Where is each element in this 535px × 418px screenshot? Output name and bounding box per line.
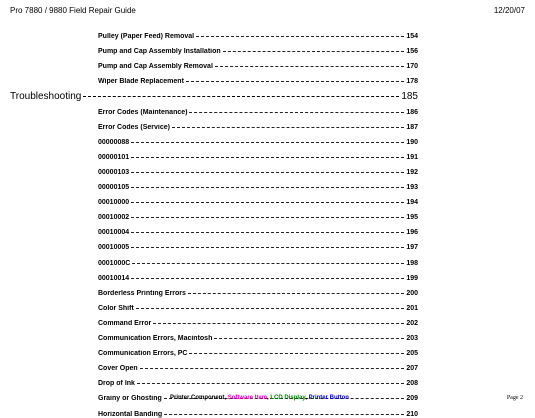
toc-leader-dots [214,338,404,339]
toc-entry-title: 00000103 [98,168,130,176]
legend-item: Software Item [227,395,268,401]
document-title: Pro 7880 / 9880 Field Repair Guide [10,6,136,15]
toc-entry-link[interactable] [98,365,418,372]
toc-entry-title: 00000101 [98,153,130,161]
toc-entry-title: Pump and Cap Assembly Removal [98,63,213,71]
toc-entry-link[interactable] [98,33,418,40]
toc-leader-dots [140,368,405,369]
toc-leader-dots [131,157,404,158]
toc-leader-dots [131,202,404,203]
toc-leader-dots [189,112,404,113]
toc-entry-link[interactable] [98,335,418,342]
legend-item: , [305,395,309,401]
toc-entry-link[interactable] [98,229,418,236]
toc-entry-title: 00000105 [98,184,130,191]
toc-entry-link[interactable] [98,169,418,176]
toc-entry-title: Pulley (Paper Feed) Removal [98,33,195,40]
toc-entry-link[interactable] [98,48,418,55]
toc-entry-title: Troubleshooting [10,91,82,103]
toc-entry-title: 00010014 [98,274,130,282]
toc-entry-title: 00000088 [98,138,130,146]
legend-item: LCD Display [270,395,306,401]
toc-entry-title: 00010004 [98,229,130,237]
toc-entry-page: 186 [406,108,418,116]
toc-entry-page: 156 [406,48,418,56]
toc-entry-page: 205 [406,350,418,358]
toc-entry-link[interactable] [98,244,418,251]
toc-entry-title: Horizontal Banding [98,410,163,418]
toc-entry-page: 194 [406,199,418,207]
toc-entry-page: 193 [406,184,418,191]
toc-entry-page: 209 [406,395,418,403]
legend-item: Printer Button [308,395,349,401]
toc-leader-dots [131,142,404,143]
toc-leader-dots [172,127,404,128]
toc-entry-page: 200 [406,289,418,297]
toc-entry-page: 170 [406,63,418,71]
legend-item: , [224,395,228,401]
toc-leader-dots [131,172,404,173]
toc-leader-dots [131,217,404,218]
toc-leader-dots [137,383,404,384]
toc-entry-link[interactable] [98,380,418,387]
toc-leader-dots [223,51,405,52]
toc-leader-dots [83,96,399,97]
toc-leader-dots [132,263,404,264]
toc-entry-title: 00010005 [98,244,130,252]
legend-item: , [267,395,271,401]
toc-leader-dots [189,353,404,354]
toc-entry-title: Cover Open [98,365,138,373]
document-date: 12/20/07 [493,6,525,15]
toc-entry-link[interactable] [98,275,418,282]
toc-entry-title: Communication Errors, PC [98,350,188,358]
toc-entry-title: Error Codes (Service) [98,123,170,131]
page-number: Page 2 [506,395,523,401]
toc-entry-link[interactable] [98,199,418,206]
toc-entry-page: 207 [406,365,418,373]
color-legend [170,395,349,401]
toc-entry-link[interactable] [98,411,418,418]
toc-entry-link[interactable] [98,214,418,221]
toc-entry-page: 210 [406,410,418,418]
toc-entry-title: Grainy or Ghosting [98,395,162,403]
toc-entry-link[interactable] [98,260,418,267]
page-footer [0,395,535,407]
toc-entry-page: 154 [406,33,418,40]
toc-entry-title: Borderless Printing Errors [98,289,186,297]
toc-leader-dots [131,278,404,279]
toc-leader-dots [131,232,404,233]
toc-leader-dots [153,323,404,324]
toc-entry-page: 199 [406,274,418,282]
toc-leader-dots [215,66,404,67]
toc-entry-link[interactable] [98,350,418,357]
toc-entry-title: 00010000 [98,199,130,207]
toc-entry-title: Color Shift [98,304,134,312]
toc-entry-title: 00010002 [98,214,130,222]
toc-entry-page: 178 [406,78,418,86]
toc-entry-link[interactable] [98,305,418,312]
toc-entry-page: 195 [406,214,418,222]
toc-leader-dots [131,247,404,248]
legend-item: Printer Component [170,395,225,401]
toc-entry-link[interactable] [98,320,418,327]
toc-section-link[interactable] [10,91,418,102]
toc-entry-title: Error Codes (Maintenance) [98,108,188,116]
toc-entry-title: Pump and Cap Assembly Installation [98,48,221,56]
toc-entry-page: 196 [406,229,418,237]
toc-entry-link[interactable] [98,154,418,161]
toc-entry-page: 202 [406,319,418,327]
toc-entry-link[interactable] [98,139,418,146]
toc-leader-dots [186,81,404,82]
toc-entry-link[interactable] [98,184,418,191]
toc-leader-dots [196,36,404,37]
toc-leader-dots [136,308,405,309]
toc-entry-title: Wiper Blade Replacement [98,78,184,86]
toc-entry-link[interactable] [98,78,418,85]
toc-entry-title: Command Error [98,319,152,327]
toc-entry-page: 187 [406,123,418,131]
toc-entry-page: 198 [406,259,418,267]
toc-entry-page: 185 [401,91,418,103]
toc-entry-page: 191 [406,153,418,161]
toc-entry-title: 0001000C [98,259,131,267]
toc-entry-page: 203 [406,335,418,342]
toc-leader-dots [164,414,404,415]
toc-entry-title: Communication Errors, Macintosh [98,335,213,342]
toc-entry-page: 201 [406,304,418,312]
toc-entry-link[interactable] [98,124,418,131]
toc-leader-dots [131,187,404,188]
toc-entry-page: 197 [406,244,418,252]
toc-entry-page: 192 [406,168,418,176]
toc-leader-dots [188,293,404,294]
toc-entry-link[interactable] [98,290,418,297]
toc-entry-link[interactable] [98,63,418,70]
toc-entry-page: 208 [406,380,418,388]
toc-entry-link[interactable] [98,109,418,116]
toc-entry-page: 190 [406,138,418,146]
toc-entry-title: Drop of Ink [98,380,135,388]
